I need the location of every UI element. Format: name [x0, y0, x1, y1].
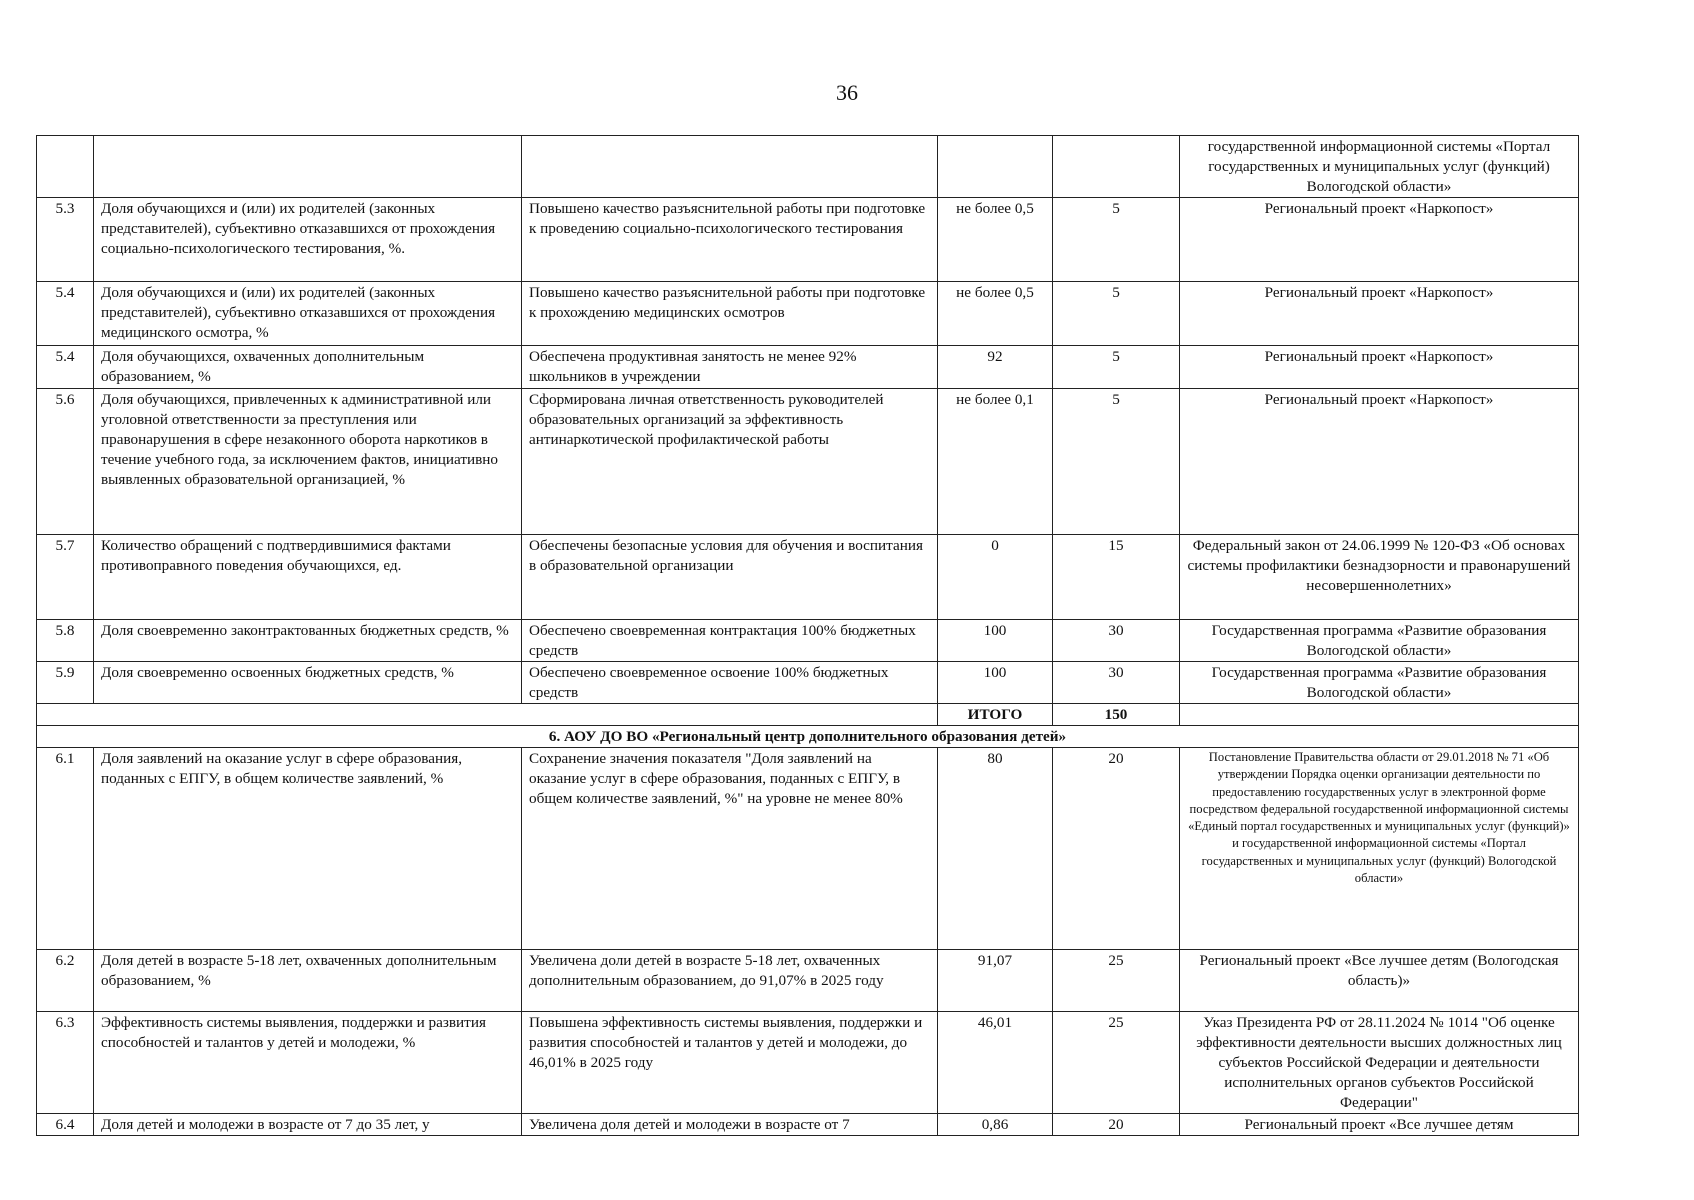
cell-num: 5.4	[37, 282, 94, 346]
cell-num: 5.3	[37, 198, 94, 282]
cell-weight: 25	[1053, 950, 1180, 1012]
cell-result: Обеспечены безопасные условия для обучения и воспитания в образовательной организации	[522, 535, 938, 620]
cell-result: Сформирована личная ответственность руководителей образовательных организаций за эффективность антинаркотической профилактической работы	[522, 389, 938, 535]
cell-indicator	[94, 136, 522, 198]
table-row	[37, 282, 1579, 346]
cell-target: 46,01	[938, 1012, 1053, 1114]
table-row	[37, 620, 1579, 662]
cell-indicator: Эффективность системы выявления, поддержки и развития способностей и талантов у детей и молодежи, %	[94, 1012, 522, 1114]
cell-target	[938, 136, 1053, 198]
cell-weight: 30	[1053, 620, 1180, 662]
cell-indicator: Доля заявлений на оказание услуг в сфере образования, поданных с ЕПГУ, в общем количестве заявлений, %	[94, 748, 522, 950]
section-title: 6. АОУ ДО ВО «Региональный центр дополнительного образования детей»	[37, 726, 1579, 748]
cell-indicator: Количество обращений с подтвердившимися фактами противоправного поведения обучающихся, ед.	[94, 535, 522, 620]
cell-weight: 20	[1053, 748, 1180, 950]
cell-target: 92	[938, 346, 1053, 389]
cell-source: Указ Президента РФ от 28.11.2024 № 1014 "Об оценке эффективности деятельности высших должностных лиц субъектов Российской Федерации и деятельности исполнительных органов субъектов Российской Федерации"	[1180, 1012, 1579, 1114]
cell-num: 5.6	[37, 389, 94, 535]
cell-source: Региональный проект «Наркопост»	[1180, 198, 1579, 282]
cell-weight: 15	[1053, 535, 1180, 620]
cell-source: Государственная программа «Развитие образования Вологодской области»	[1180, 662, 1579, 704]
section-header-row	[37, 726, 1579, 748]
page-number: 36	[836, 80, 858, 105]
table-row	[37, 1012, 1579, 1114]
table-row	[37, 346, 1579, 389]
cell-indicator: Доля обучающихся, охваченных дополнительным образованием, %	[94, 346, 522, 389]
cell-weight: 5	[1053, 389, 1180, 535]
cell-source: Региональный проект «Наркопост»	[1180, 346, 1579, 389]
cell-result: Повышено качество разъяснительной работы при подготовке к проведению социально-психологического тестирования	[522, 198, 938, 282]
cell-num: 5.8	[37, 620, 94, 662]
cell-target: 91,07	[938, 950, 1053, 1012]
cell-source: Постановление Правительства области от 29.01.2018 № 71 «Об утверждении Порядка оценки организации деятельности по предоставлению государственных услуг в электронной форме посредством федеральной государственной информационной системы «Единый портал государственных и муниципальных услуг (функций)» и государственной информационной системы «Портал государственных и муниципальных услуг (функций) Вологодской области»	[1180, 748, 1579, 950]
cell-indicator: Доля обучающихся, привлеченных к административной или уголовной ответственности за преступления или правонарушения в сфере незаконного оборота наркотиков в течение учебного года, за исключением фактов, инициативно выявленных образовательной организацией, %	[94, 389, 522, 535]
cell-weight: 20	[1053, 1114, 1180, 1136]
total-empty	[1180, 704, 1579, 726]
cell-indicator: Доля своевременно законтрактованных бюджетных средств, %	[94, 620, 522, 662]
cell-num: 5.7	[37, 535, 94, 620]
cell-target: 80	[938, 748, 1053, 950]
continuation-row	[37, 136, 1579, 198]
cell-num: 5.9	[37, 662, 94, 704]
cell-target: не более 0,5	[938, 282, 1053, 346]
cell-num: 5.4	[37, 346, 94, 389]
cell-source: Федеральный закон от 24.06.1999 № 120-ФЗ «Об основах системы профилактики безнадзорности и правонарушений несовершеннолетних»	[1180, 535, 1579, 620]
total-value: 150	[1053, 704, 1180, 726]
cell-result	[522, 136, 938, 198]
cell-source: государственной информационной системы «Портал государственных и муниципальных услуг (функций) Вологодской области»	[1180, 136, 1579, 198]
table-row	[37, 1114, 1579, 1136]
cell-result: Увеличена доли детей в возрасте 5-18 лет, охваченных дополнительным образованием, до 91,07% в 2025 году	[522, 950, 938, 1012]
cell-result: Повышена эффективность системы выявления, поддержки и развития способностей и талантов у детей и молодежи, до 46,01% в 2025 году	[522, 1012, 938, 1114]
cell-weight	[1053, 136, 1180, 198]
cell-indicator: Доля обучающихся и (или) их родителей (законных представителей), субъективно отказавшихся от прохождения медицинского осмотра, %	[94, 282, 522, 346]
cell-source: Региональный проект «Наркопост»	[1180, 389, 1579, 535]
total-label: ИТОГО	[938, 704, 1053, 726]
cell-indicator: Доля обучающихся и (или) их родителей (законных представителей), субъективно отказавшихся от прохождения социально-психологического тестирования, %.	[94, 198, 522, 282]
total-spacer	[37, 704, 938, 726]
cell-result: Обеспечено своевременное освоение 100% бюджетных средств	[522, 662, 938, 704]
cell-weight: 5	[1053, 282, 1180, 346]
table-row	[37, 662, 1579, 704]
cell-target: не более 0,1	[938, 389, 1053, 535]
table-row	[37, 748, 1579, 950]
table-row	[37, 950, 1579, 1012]
cell-source: Региональный проект «Все лучшее детям (Вологодская область)»	[1180, 950, 1579, 1012]
cell-num: 6.1	[37, 748, 94, 950]
cell-num: 6.2	[37, 950, 94, 1012]
cell-source: Государственная программа «Развитие образования Вологодской области»	[1180, 620, 1579, 662]
cell-result: Обеспечена продуктивная занятость не менее 92% школьников в учреждении	[522, 346, 938, 389]
cell-target: 0	[938, 535, 1053, 620]
cell-num	[37, 136, 94, 198]
cell-result: Увеличена доля детей и молодежи в возрасте от 7	[522, 1114, 938, 1136]
cell-weight: 5	[1053, 198, 1180, 282]
cell-indicator: Доля детей и молодежи в возрасте от 7 до 35 лет, у	[94, 1114, 522, 1136]
cell-target: не более 0,5	[938, 198, 1053, 282]
cell-result: Повышено качество разъяснительной работы при подготовке к прохождению медицинских осмотров	[522, 282, 938, 346]
cell-weight: 30	[1053, 662, 1180, 704]
cell-num: 6.3	[37, 1012, 94, 1114]
cell-result: Сохранение значения показателя "Доля заявлений на оказание услуг в сфере образования, поданных с ЕПГУ, в общем количестве заявлений, %" на уровне не менее 80%	[522, 748, 938, 950]
cell-source: Региональный проект «Наркопост»	[1180, 282, 1579, 346]
table-row	[37, 389, 1579, 535]
cell-source: Региональный проект «Все лучшее детям	[1180, 1114, 1579, 1136]
cell-num: 6.4	[37, 1114, 94, 1136]
cell-weight: 5	[1053, 346, 1180, 389]
cell-weight: 25	[1053, 1012, 1180, 1114]
cell-target: 100	[938, 662, 1053, 704]
cell-target: 0,86	[938, 1114, 1053, 1136]
cell-indicator: Доля детей в возрасте 5-18 лет, охваченных дополнительным образованием, %	[94, 950, 522, 1012]
cell-result: Обеспечено своевременная контрактация 100% бюджетных средств	[522, 620, 938, 662]
cell-target: 100	[938, 620, 1053, 662]
table-row	[37, 198, 1579, 282]
table-row	[37, 535, 1579, 620]
cell-indicator: Доля своевременно освоенных бюджетных средств, %	[94, 662, 522, 704]
indicators-table	[36, 135, 1579, 1136]
total-row	[37, 704, 1579, 726]
